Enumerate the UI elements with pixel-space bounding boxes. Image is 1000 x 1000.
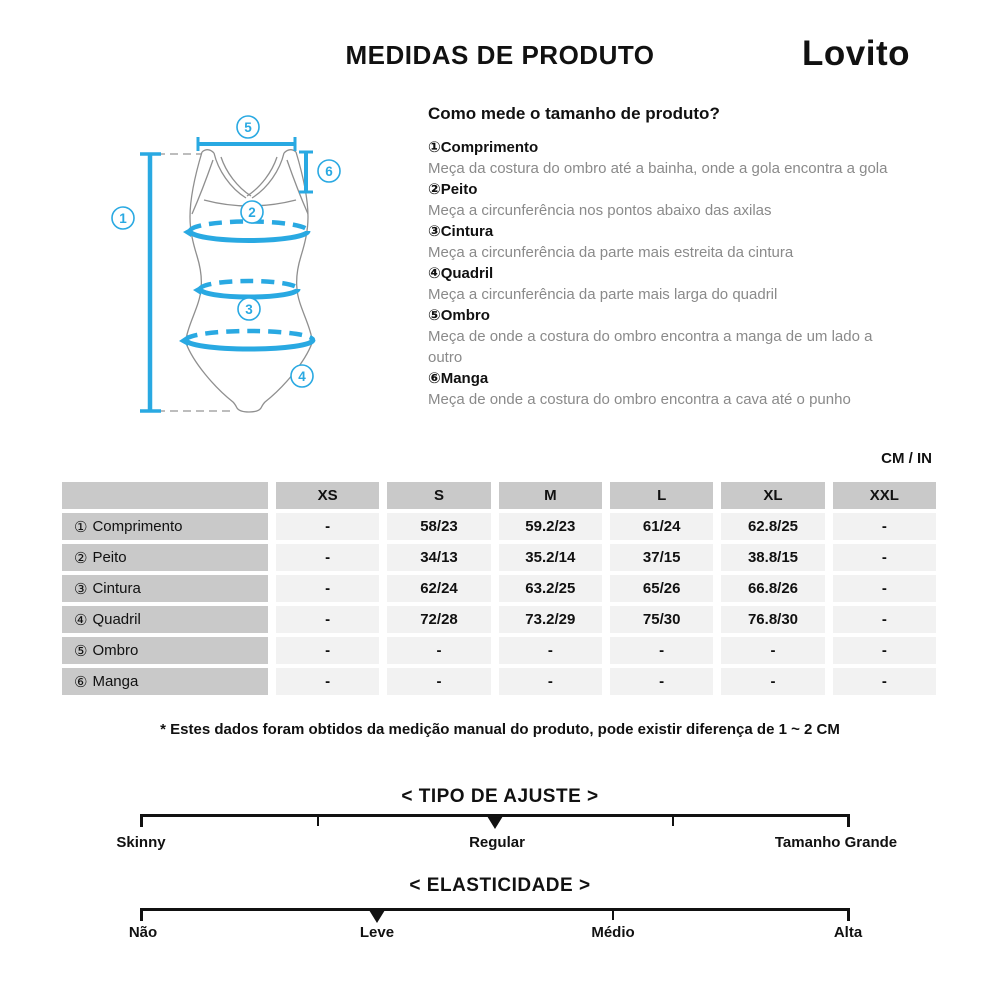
measurement-footnote: * Estes dados foram obtidos da medição manual do produto, pode existir diferença de 1 ~ 2 CM	[160, 721, 840, 738]
size-col-header-s: S	[387, 482, 490, 509]
elasticity-label-leve: Leve	[359, 924, 395, 941]
garment-diagram	[80, 95, 425, 435]
item-label: Peito	[440, 181, 478, 198]
value-cell: -	[721, 668, 824, 695]
value-cell: 72/28	[387, 606, 490, 633]
value-cell: -	[833, 513, 936, 540]
fit-type-heading: < TIPO DE AJUSTE >	[401, 786, 599, 807]
elasticity-label-medio: Médio	[591, 924, 635, 941]
elasticity-marker	[369, 910, 385, 923]
elasticity-label-nao: Não	[128, 924, 158, 941]
measure-ellipse-hip	[179, 331, 313, 349]
size-col-header-l: L	[610, 482, 713, 509]
row-label-quadril: ④ Quadril	[62, 606, 268, 633]
size-table	[62, 482, 936, 695]
row-number: ⑤	[74, 642, 88, 660]
item-desc: Meça a circunferência nos pontos abaixo das axilas	[428, 202, 772, 219]
value-cell: -	[499, 637, 602, 664]
item-number: ⑥	[428, 370, 441, 387]
item-label: Ombro	[440, 307, 490, 324]
measure-line-shoulder	[198, 137, 295, 151]
elasticity-endcap-right	[847, 908, 850, 921]
howto-item-cintura	[428, 221, 910, 263]
row-number: ②	[74, 549, 88, 567]
value-cell: -	[276, 513, 379, 540]
item-label: Cintura	[440, 223, 494, 240]
item-desc: Meça a circunferência da parte mais larga do quadril	[428, 286, 778, 303]
row-number: ③	[74, 580, 88, 598]
size-col-header-xl: XL	[721, 482, 824, 509]
value-cell: 37/15	[610, 544, 713, 571]
howto-item-manga	[428, 368, 910, 410]
row-label-cintura: ③ Cintura	[62, 575, 268, 602]
value-cell: -	[833, 575, 936, 602]
item-desc: Meça da costura do ombro até a bainha, onde a gola encontra a gola	[428, 160, 888, 177]
howto-item-peito	[428, 179, 910, 221]
measure-annotations	[112, 116, 340, 411]
elasticity-tick	[612, 908, 614, 920]
item-label: Quadril	[440, 265, 494, 282]
item-desc: Meça a circunferência da parte mais estreita da cintura	[428, 244, 794, 261]
value-cell: -	[610, 668, 713, 695]
row-number: ⑥	[74, 673, 88, 691]
elasticity-scale-track	[140, 908, 850, 911]
value-cell: 35.2/14	[499, 544, 602, 571]
howto-item-ombro	[428, 305, 910, 368]
row-label-ombro: ⑤ Ombro	[62, 637, 268, 664]
item-number: ④	[428, 265, 441, 282]
howto-item-quadril	[428, 263, 910, 305]
value-cell: -	[721, 637, 824, 664]
elasticity-heading: < ELASTICIDADE >	[409, 875, 591, 896]
badge-5: 5	[244, 120, 252, 135]
units-label: CM / IN	[881, 450, 932, 467]
size-col-header-xxl: XXL	[833, 482, 936, 509]
measure-ellipse-waist	[193, 281, 298, 297]
badge-4: 4	[298, 369, 306, 384]
badge-1: 1	[119, 211, 127, 226]
item-label: Comprimento	[440, 139, 539, 156]
value-cell: 61/24	[610, 513, 713, 540]
value-cell: -	[610, 637, 713, 664]
value-cell: 63.2/25	[499, 575, 602, 602]
value-cell: -	[276, 606, 379, 633]
item-number: ⑤	[428, 307, 441, 324]
elasticity-label-alta: Alta	[833, 924, 863, 941]
fit-scale-tick	[672, 814, 674, 826]
item-desc: Meça de onde a costura do ombro encontra a manga de um lado a outro	[428, 328, 873, 366]
fit-scale-marker	[487, 816, 503, 829]
fit-label-regular: Regular	[469, 834, 525, 851]
row-label-comprimento: ① Comprimento	[62, 513, 268, 540]
value-cell: 62.8/25	[721, 513, 824, 540]
value-cell: -	[833, 637, 936, 664]
row-label-manga: ⑥ Manga	[62, 668, 268, 695]
size-col-header-xs: XS	[276, 482, 379, 509]
row-label-peito: ② Peito	[62, 544, 268, 571]
value-cell: -	[276, 544, 379, 571]
value-cell: -	[276, 575, 379, 602]
item-desc: Meça de onde a costura do ombro encontra a cava até o punho	[428, 391, 851, 408]
row-number: ①	[74, 518, 88, 536]
brand-logo: Lovito	[802, 34, 910, 73]
value-cell: 59.2/23	[499, 513, 602, 540]
item-number: ③	[428, 223, 441, 240]
table-corner-cell	[62, 482, 268, 509]
howto-item-comprimento	[428, 137, 910, 179]
fit-label-skinny: Skinny	[116, 834, 166, 851]
value-cell: 65/26	[610, 575, 713, 602]
value-cell: -	[833, 668, 936, 695]
value-cell: -	[833, 606, 936, 633]
value-cell: 66.8/26	[721, 575, 824, 602]
page-title: MEDIDAS DE PRODUTO	[345, 40, 655, 70]
value-cell: -	[387, 637, 490, 664]
value-cell: 75/30	[610, 606, 713, 633]
value-cell: 38.8/15	[721, 544, 824, 571]
fit-scale-endcap-left	[140, 814, 143, 827]
badge-3: 3	[245, 302, 253, 317]
howto-section	[428, 104, 910, 410]
item-number: ②	[428, 181, 441, 198]
value-cell: -	[833, 544, 936, 571]
value-cell: 76.8/30	[721, 606, 824, 633]
value-cell: -	[276, 668, 379, 695]
fit-scale-tick	[317, 814, 319, 826]
item-label: Manga	[440, 370, 489, 387]
value-cell: -	[387, 668, 490, 695]
fit-label-tamanho-grande: Tamanho Grande	[774, 834, 898, 851]
value-cell: -	[499, 668, 602, 695]
value-cell: -	[276, 637, 379, 664]
item-number: ①	[428, 139, 441, 156]
badge-2: 2	[248, 205, 256, 220]
fit-scale-endcap-right	[847, 814, 850, 827]
value-cell: 62/24	[387, 575, 490, 602]
howto-heading: Como mede o tamanho de produto?	[428, 104, 720, 123]
measure-ellipse-chest	[183, 222, 308, 241]
row-number: ④	[74, 611, 88, 629]
measure-line-length	[140, 154, 161, 411]
value-cell: 34/13	[387, 544, 490, 571]
value-cell: 73.2/29	[499, 606, 602, 633]
value-cell: 58/23	[387, 513, 490, 540]
badge-6: 6	[325, 164, 333, 179]
size-col-header-m: M	[499, 482, 602, 509]
elasticity-endcap-left	[140, 908, 143, 921]
